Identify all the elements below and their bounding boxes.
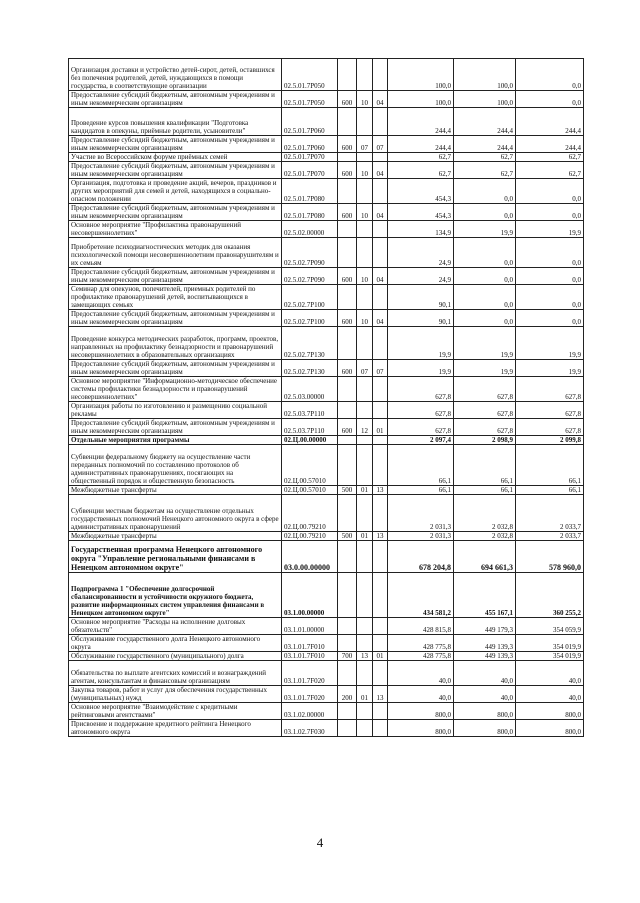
row-pr: 01 <box>373 652 388 661</box>
row-vr <box>338 573 357 618</box>
row-pr: 07 <box>373 136 388 153</box>
row-year2-amount: 627,8 <box>454 402 516 419</box>
row-rz <box>357 720 373 737</box>
row-year3-amount: 360 255,2 <box>516 573 584 618</box>
row-rz: 10 <box>357 204 373 221</box>
row-pr <box>373 238 388 268</box>
row-code: 02.Ц.00.57010 <box>282 486 338 495</box>
table-row <box>69 661 584 686</box>
row-code: 02.Ц.00.79210 <box>282 532 338 541</box>
row-pr <box>373 221 388 238</box>
row-rz <box>357 238 373 268</box>
row-year2-amount: 66,1 <box>454 445 516 486</box>
row-vr <box>338 436 357 445</box>
row-code: 03.1.01.7F020 <box>282 686 338 703</box>
row-year1-amount: 244,4 <box>388 136 454 153</box>
row-year2-amount: 40,0 <box>454 661 516 686</box>
row-year2-amount: 2 032,8 <box>454 495 516 532</box>
row-rz: 13 <box>357 652 373 661</box>
row-year1-amount: 62,7 <box>388 162 454 179</box>
row-year3-amount: 800,0 <box>516 703 584 720</box>
row-year3-amount: 627,8 <box>516 419 584 436</box>
table-row <box>69 635 584 652</box>
row-name: Организация, подготовка и проведение акций, вечеров, праздников и других мероприятий для семей и детей, находящихся в социально-опасном положении <box>69 179 282 204</box>
row-year3-amount: 244,4 <box>516 108 584 136</box>
row-vr <box>338 720 357 737</box>
row-code: 02.5.01.7Р050 <box>282 59 338 91</box>
row-year2-amount: 40,0 <box>454 686 516 703</box>
row-year2-amount: 455 167,1 <box>454 573 516 618</box>
row-rz <box>357 285 373 310</box>
row-year2-amount: 2 032,8 <box>454 532 516 541</box>
row-pr: 04 <box>373 310 388 327</box>
row-year3-amount: 627,8 <box>516 402 584 419</box>
row-pr <box>373 108 388 136</box>
row-year1-amount: 24,9 <box>388 238 454 268</box>
row-vr: 600 <box>338 91 357 108</box>
row-rz: 07 <box>357 360 373 377</box>
row-code: 02.5.01.7Р060 <box>282 136 338 153</box>
row-year1-amount: 678 204,8 <box>388 541 454 573</box>
table-row <box>69 720 584 737</box>
row-vr <box>338 221 357 238</box>
row-code: 02.Ц.00.57010 <box>282 445 338 486</box>
row-year1-amount: 40,0 <box>388 686 454 703</box>
row-code: 03.1.01.7F010 <box>282 652 338 661</box>
row-year1-amount: 800,0 <box>388 720 454 737</box>
row-name: Присвоение и поддержание кредитного рейтинга Ненецкого автономного округа <box>69 720 282 737</box>
row-pr: 13 <box>373 486 388 495</box>
row-year2-amount: 0,0 <box>454 285 516 310</box>
row-year1-amount: 40,0 <box>388 661 454 686</box>
row-pr <box>373 436 388 445</box>
row-name: Межбюджетные трансферты <box>69 532 282 541</box>
row-name: Основное мероприятие "Профилактика правонарушений несовершеннолетних" <box>69 221 282 238</box>
table-row <box>69 532 584 541</box>
row-vr <box>338 635 357 652</box>
row-name: Закупка товаров, работ и услуг для обеспечения государственных (муниципальных) нужд <box>69 686 282 703</box>
row-code: 03.1.02.00000 <box>282 703 338 720</box>
row-vr: 600 <box>338 162 357 179</box>
row-pr: 04 <box>373 204 388 221</box>
row-year1-amount: 100,0 <box>388 59 454 91</box>
row-pr <box>373 327 388 360</box>
row-name: Участие во Всероссийском форуме приёмных семей <box>69 153 282 162</box>
row-rz <box>357 661 373 686</box>
row-year3-amount: 0,0 <box>516 310 584 327</box>
row-code: 02.5.01.7Р070 <box>282 162 338 179</box>
row-rz: 01 <box>357 532 373 541</box>
table-row <box>69 285 584 310</box>
table-row <box>69 445 584 486</box>
row-code: 02.Ц.00.79210 <box>282 495 338 532</box>
row-year2-amount: 19,9 <box>454 360 516 377</box>
row-rz <box>357 179 373 204</box>
table-row <box>69 162 584 179</box>
row-rz <box>357 703 373 720</box>
row-year2-amount: 100,0 <box>454 91 516 108</box>
row-pr: 04 <box>373 91 388 108</box>
row-vr <box>338 377 357 402</box>
row-year1-amount: 454,3 <box>388 179 454 204</box>
row-vr <box>338 618 357 635</box>
table-row <box>69 402 584 419</box>
row-name: Предоставление субсидий бюджетным, автономным учреждениям и иным некоммерческим организациям <box>69 310 282 327</box>
row-year1-amount: 627,8 <box>388 419 454 436</box>
row-pr <box>373 635 388 652</box>
row-year1-amount: 428 775,8 <box>388 635 454 652</box>
row-year3-amount: 354 019,9 <box>516 635 584 652</box>
row-vr <box>338 108 357 136</box>
table-row <box>69 327 584 360</box>
row-name: Предоставление субсидий бюджетным, автономным учреждениям и иным некоммерческим организациям <box>69 204 282 221</box>
row-year2-amount: 449 179,3 <box>454 618 516 635</box>
row-year1-amount: 627,8 <box>388 377 454 402</box>
row-code: 02.5.02.7Р130 <box>282 360 338 377</box>
row-year1-amount: 627,8 <box>388 402 454 419</box>
row-rz <box>357 436 373 445</box>
row-year1-amount: 2 031,3 <box>388 532 454 541</box>
row-rz <box>357 221 373 238</box>
row-name: Организация работы по изготовлению и размещению социальной рекламы <box>69 402 282 419</box>
row-name: Предоставление субсидий бюджетным, автономным учреждениям и иным некоммерческим организациям <box>69 360 282 377</box>
row-code: 03.1.01.7F010 <box>282 635 338 652</box>
row-vr: 600 <box>338 268 357 285</box>
row-year3-amount: 40,0 <box>516 686 584 703</box>
table-row <box>69 136 584 153</box>
row-vr: 500 <box>338 532 357 541</box>
row-year3-amount: 19,9 <box>516 327 584 360</box>
row-year3-amount: 0,0 <box>516 91 584 108</box>
table-row <box>69 91 584 108</box>
row-rz <box>357 573 373 618</box>
row-year2-amount: 800,0 <box>454 703 516 720</box>
row-rz <box>357 635 373 652</box>
row-rz <box>357 59 373 91</box>
row-year3-amount: 19,9 <box>516 221 584 238</box>
row-code: 03.1.00.00000 <box>282 573 338 618</box>
row-year3-amount: 627,8 <box>516 377 584 402</box>
row-vr: 600 <box>338 204 357 221</box>
row-year1-amount: 66,1 <box>388 445 454 486</box>
row-year1-amount: 800,0 <box>388 703 454 720</box>
row-rz <box>357 445 373 486</box>
row-pr <box>373 377 388 402</box>
row-year1-amount: 434 581,2 <box>388 573 454 618</box>
row-rz <box>357 541 373 573</box>
table-row <box>69 221 584 238</box>
row-pr: 07 <box>373 360 388 377</box>
row-rz: 01 <box>357 486 373 495</box>
row-year3-amount: 0,0 <box>516 59 584 91</box>
row-name: Предоставление субсидий бюджетным, автономным учреждениям и иным некоммерческим организациям <box>69 136 282 153</box>
row-year3-amount: 2 033,7 <box>516 495 584 532</box>
table-row <box>69 108 584 136</box>
table-row <box>69 541 584 573</box>
table-row <box>69 495 584 532</box>
row-vr: 600 <box>338 419 357 436</box>
row-year1-amount: 244,4 <box>388 108 454 136</box>
row-year2-amount: 694 661,3 <box>454 541 516 573</box>
row-year1-amount: 100,0 <box>388 91 454 108</box>
row-year3-amount: 62,7 <box>516 162 584 179</box>
row-pr: 01 <box>373 419 388 436</box>
row-code: 02.5.03.7Р110 <box>282 402 338 419</box>
row-code: 02.5.03.00000 <box>282 377 338 402</box>
row-year3-amount: 0,0 <box>516 204 584 221</box>
row-year2-amount: 2 098,9 <box>454 436 516 445</box>
table-row <box>69 436 584 445</box>
table-body <box>69 59 584 737</box>
row-vr <box>338 703 357 720</box>
row-name: Предоставление субсидий бюджетным, автономным учреждениям и иным некоммерческим организациям <box>69 162 282 179</box>
row-year2-amount: 0,0 <box>454 204 516 221</box>
row-year3-amount: 40,0 <box>516 661 584 686</box>
row-year3-amount: 19,9 <box>516 360 584 377</box>
row-pr <box>373 661 388 686</box>
row-vr <box>338 445 357 486</box>
row-code: 02.5.02.7Р100 <box>282 285 338 310</box>
row-year1-amount: 24,9 <box>388 268 454 285</box>
table-row <box>69 310 584 327</box>
row-pr <box>373 541 388 573</box>
row-vr <box>338 179 357 204</box>
row-vr <box>338 238 357 268</box>
table-row <box>69 703 584 720</box>
row-year3-amount: 244,4 <box>516 136 584 153</box>
row-pr <box>373 573 388 618</box>
row-code: 02.5.02.7Р100 <box>282 310 338 327</box>
row-code: 03.1.01.00000 <box>282 618 338 635</box>
row-year1-amount: 62,7 <box>388 153 454 162</box>
table-row <box>69 652 584 661</box>
page-number: 4 <box>316 835 324 850</box>
row-name: Отдельные мероприятия программы <box>69 436 282 445</box>
row-name: Предоставление субсидий бюджетным, автономным учреждениям и иным некоммерческим организациям <box>69 419 282 436</box>
row-code: 02.5.02.7Р130 <box>282 327 338 360</box>
row-vr <box>338 402 357 419</box>
row-vr: 500 <box>338 486 357 495</box>
row-year1-amount: 428 815,8 <box>388 618 454 635</box>
row-rz: 12 <box>357 419 373 436</box>
row-year2-amount: 627,8 <box>454 377 516 402</box>
row-year2-amount: 0,0 <box>454 310 516 327</box>
row-pr <box>373 445 388 486</box>
row-year2-amount: 62,7 <box>454 153 516 162</box>
row-name: Предоставление субсидий бюджетным, автономным учреждениям и иным некоммерческим организациям <box>69 91 282 108</box>
row-code: 02.5.01.7Р050 <box>282 91 338 108</box>
row-pr: 04 <box>373 268 388 285</box>
row-code: 02.5.02.7Р090 <box>282 268 338 285</box>
row-rz <box>357 153 373 162</box>
row-year1-amount: 2 031,3 <box>388 495 454 532</box>
row-year3-amount: 66,1 <box>516 445 584 486</box>
row-year3-amount: 0,0 <box>516 238 584 268</box>
table-row <box>69 238 584 268</box>
row-name: Проведение курсов повышения квалификации "Подготовка кандидатов в опекуны, приёмные родители, усыновители" <box>69 108 282 136</box>
row-vr <box>338 285 357 310</box>
row-pr <box>373 703 388 720</box>
row-name: Проведение конкурса методических разработок, программ, проектов, направленных на профилактику безнадзорности и правонарушений несовершеннолетних в образовательных организациях <box>69 327 282 360</box>
row-code: 02.5.01.7Р060 <box>282 108 338 136</box>
row-rz: 10 <box>357 162 373 179</box>
row-rz: 07 <box>357 136 373 153</box>
row-pr <box>373 153 388 162</box>
table-row <box>69 204 584 221</box>
row-code: 03.1.02.7F030 <box>282 720 338 737</box>
row-year2-amount: 66,1 <box>454 486 516 495</box>
row-rz <box>357 327 373 360</box>
row-year1-amount: 428 775,8 <box>388 652 454 661</box>
row-pr <box>373 720 388 737</box>
row-pr: 13 <box>373 686 388 703</box>
row-name: Основное мероприятие "Расходы на исполнение долговых обязательств" <box>69 618 282 635</box>
row-year3-amount: 0,0 <box>516 268 584 285</box>
row-name: Основное мероприятие "Информационно-методическое обеспечение системы профилактики безнадзорности и правонарушений несовершеннолетних" <box>69 377 282 402</box>
row-year3-amount: 2 099,8 <box>516 436 584 445</box>
row-name: Организация доставки и устройство детей-сирот, детей, оставшихся без попечения родителей, детей, нуждающихся в помощи государства, в соответствующие организации <box>69 59 282 91</box>
row-year1-amount: 2 097,4 <box>388 436 454 445</box>
row-name: Обслуживание государственного долга Ненецкого автономного округа <box>69 635 282 652</box>
row-pr <box>373 618 388 635</box>
row-vr: 600 <box>338 136 357 153</box>
row-name: Обязательства по выплате агентских комиссий и вознаграждений агентам, консультантам и финансовым организациям <box>69 661 282 686</box>
row-year3-amount: 0,0 <box>516 285 584 310</box>
row-year2-amount: 19,9 <box>454 327 516 360</box>
row-year1-amount: 19,9 <box>388 327 454 360</box>
row-year3-amount: 354 019,9 <box>516 652 584 661</box>
row-year1-amount: 90,1 <box>388 285 454 310</box>
row-year2-amount: 62,7 <box>454 162 516 179</box>
row-pr <box>373 179 388 204</box>
row-pr <box>373 495 388 532</box>
row-code: 03.1.01.7F020 <box>282 661 338 686</box>
table-row <box>69 179 584 204</box>
row-year2-amount: 100,0 <box>454 59 516 91</box>
row-year1-amount: 19,9 <box>388 360 454 377</box>
row-year3-amount: 2 033,7 <box>516 532 584 541</box>
row-name: Семинар для опекунов, попечителей, приемных родителей по профилактике правонарушений детей, воспитывающихся в замещающих семьях <box>69 285 282 310</box>
row-vr <box>338 495 357 532</box>
row-year3-amount: 800,0 <box>516 720 584 737</box>
table-row <box>69 268 584 285</box>
row-rz: 10 <box>357 310 373 327</box>
row-year2-amount: 244,4 <box>454 136 516 153</box>
row-pr: 04 <box>373 162 388 179</box>
row-code: 02.5.01.7Р070 <box>282 153 338 162</box>
row-rz: 10 <box>357 91 373 108</box>
row-name: Субвенции местным бюджетам на осуществление отдельных государственных полномочий Ненецкого автономного округа в сфере административных правонарушений <box>69 495 282 532</box>
row-pr: 13 <box>373 532 388 541</box>
row-name: Субвенции федеральному бюджету на осуществление части переданных полномочий по составлению протоколов об административных правонарушениях, посягающих на общественный порядок и общественную безопасность <box>69 445 282 486</box>
row-code: 02.5.02.00000 <box>282 221 338 238</box>
row-code: 02.5.03.7Р110 <box>282 419 338 436</box>
table-row <box>69 618 584 635</box>
table-row <box>69 153 584 162</box>
row-code: 02.5.01.7Р080 <box>282 204 338 221</box>
budget-table <box>68 58 584 737</box>
row-year2-amount: 244,4 <box>454 108 516 136</box>
row-vr <box>338 327 357 360</box>
row-pr <box>373 59 388 91</box>
row-code: 03.0.00.00000 <box>282 541 338 573</box>
table-row <box>69 59 584 91</box>
row-year1-amount: 454,3 <box>388 204 454 221</box>
row-name: Государственная программа Ненецкого автономного округа "Управление региональными финансами в Ненецком автономном округе" <box>69 541 282 573</box>
row-vr: 600 <box>338 360 357 377</box>
row-year2-amount: 0,0 <box>454 268 516 285</box>
row-year2-amount: 627,8 <box>454 419 516 436</box>
row-year2-amount: 0,0 <box>454 179 516 204</box>
row-code: 02.5.02.7Р090 <box>282 238 338 268</box>
row-rz: 01 <box>357 686 373 703</box>
row-year3-amount: 354 059,9 <box>516 618 584 635</box>
row-year2-amount: 800,0 <box>454 720 516 737</box>
table-row <box>69 573 584 618</box>
row-vr: 600 <box>338 310 357 327</box>
row-year3-amount: 66,1 <box>516 486 584 495</box>
row-rz <box>357 377 373 402</box>
row-name: Приобретение психодиагностических методик для оказания психологической помощи несовершеннолетним правонарушителям и их семьям <box>69 238 282 268</box>
row-year3-amount: 62,7 <box>516 153 584 162</box>
row-vr <box>338 661 357 686</box>
row-rz <box>357 402 373 419</box>
row-year2-amount: 0,0 <box>454 238 516 268</box>
row-vr: 700 <box>338 652 357 661</box>
row-name: Предоставление субсидий бюджетным, автономным учреждениям и иным некоммерческим организациям <box>69 268 282 285</box>
row-rz: 10 <box>357 268 373 285</box>
row-vr: 200 <box>338 686 357 703</box>
row-vr <box>338 153 357 162</box>
row-year1-amount: 66,1 <box>388 486 454 495</box>
row-name: Обслуживание государственного (муниципального) долга <box>69 652 282 661</box>
table-row <box>69 360 584 377</box>
table-row <box>69 486 584 495</box>
row-name: Подпрограмма 1 "Обеспечение долгосрочной сбалансированности и устойчивости окружного бюджета, развитие информационных систем управления финансами в Ненецком автономном округе" <box>69 573 282 618</box>
table-row <box>69 686 584 703</box>
row-year2-amount: 19,9 <box>454 221 516 238</box>
row-code: 02.5.01.7Р080 <box>282 179 338 204</box>
row-year3-amount: 0,0 <box>516 179 584 204</box>
row-rz <box>357 618 373 635</box>
row-name: Межбюджетные трансферты <box>69 486 282 495</box>
row-rz <box>357 495 373 532</box>
row-vr <box>338 59 357 91</box>
row-pr <box>373 402 388 419</box>
row-year3-amount: 578 960,0 <box>516 541 584 573</box>
row-year1-amount: 134,9 <box>388 221 454 238</box>
row-code: 02.Ц.00.00000 <box>282 436 338 445</box>
row-year2-amount: 449 139,3 <box>454 652 516 661</box>
table-row <box>69 419 584 436</box>
row-name: Основное мероприятие "Взаимодействие с кредитными рейтинговыми агентствами" <box>69 703 282 720</box>
row-rz <box>357 108 373 136</box>
table-row <box>69 377 584 402</box>
row-pr <box>373 285 388 310</box>
row-year1-amount: 90,1 <box>388 310 454 327</box>
row-vr <box>338 541 357 573</box>
row-year2-amount: 449 139,3 <box>454 635 516 652</box>
